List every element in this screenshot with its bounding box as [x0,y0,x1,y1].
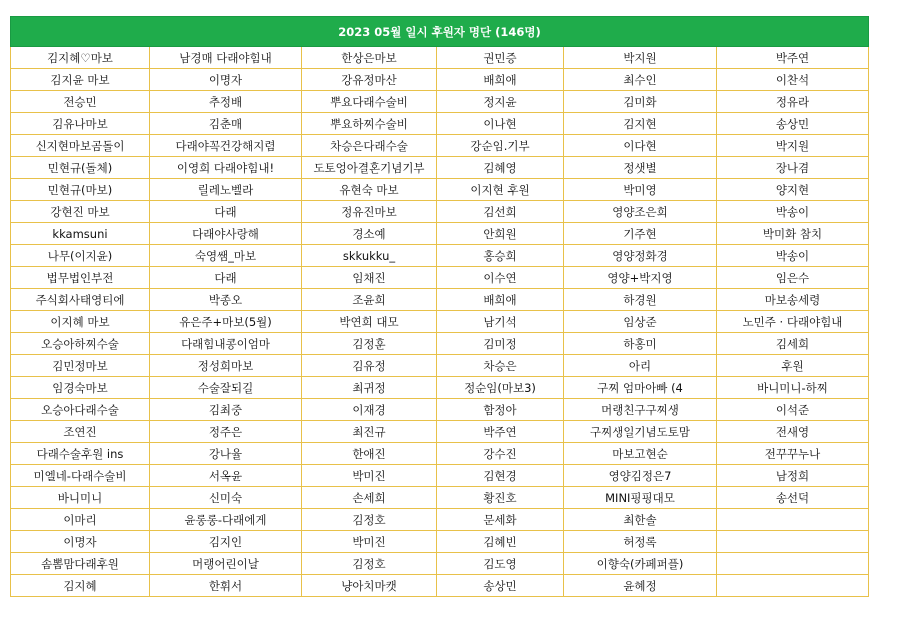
donor-cell[interactable]: 김춘매 [150,113,302,135]
donor-cell[interactable]: 마보송세령 [717,289,869,311]
donor-cell[interactable]: 후원 [717,355,869,377]
donor-cell[interactable]: 박종오 [150,289,302,311]
donor-cell[interactable]: 이석준 [717,399,869,421]
donor-cell[interactable]: 손세희 [302,487,437,509]
donor-cell[interactable]: 구찌생일기념도토맘 [564,421,717,443]
table-row [11,201,869,223]
donor-cell[interactable]: 다래야꼭건강해지렴 [150,135,302,157]
donor-cell[interactable]: 바니미니-하찌 [717,377,869,399]
table-row [11,47,869,69]
donor-cell[interactable]: 강현진 마보 [11,201,150,223]
donor-cell[interactable]: 숙영쌤_마보 [150,245,302,267]
donor-cell[interactable]: 이영희 다래야힘내! [150,157,302,179]
donor-cell[interactable]: 이나현 [437,113,564,135]
donor-cell[interactable]: 유현숙 마보 [302,179,437,201]
donor-cell[interactable]: 김지혜 [11,575,150,597]
donor-cell[interactable]: 오승아다래수술 [11,399,150,421]
donor-cell[interactable]: 배희애 [437,69,564,91]
donor-cell[interactable]: 강순임.기부 [437,135,564,157]
donor-cell[interactable]: 노민주 · 다래야힘내 [717,311,869,333]
donor-cell[interactable]: MINI핑핑대모 [564,487,717,509]
donor-cell[interactable]: 추정배 [150,91,302,113]
table-row [11,355,869,377]
donor-cell[interactable]: 김정훈 [302,333,437,355]
donor-cell[interactable]: 윤혜정 [564,575,717,597]
donor-cell[interactable]: 하경원 [564,289,717,311]
donor-cell[interactable]: 차승은 [437,355,564,377]
donor-cell[interactable]: 뿌요다래수술비 [302,91,437,113]
donor-cell[interactable]: 주식회사태영티에 [11,289,150,311]
donor-cell[interactable]: 김현경 [437,465,564,487]
donor-cell[interactable]: 김혜빈 [437,531,564,553]
donor-cell[interactable]: 정지윤 [437,91,564,113]
donor-cell[interactable]: 구찌 엄마아빠 (4 [564,377,717,399]
donor-cell[interactable]: 이찬석 [717,69,869,91]
table-row [11,179,869,201]
title-row [11,17,869,47]
donor-cell[interactable]: 다래 [150,267,302,289]
table-row [11,289,869,311]
donor-cell[interactable]: 강수진 [437,443,564,465]
donor-cell[interactable]: 경소예 [302,223,437,245]
donor-cell[interactable]: 정성희마보 [150,355,302,377]
donor-cell[interactable]: 이명자 [150,69,302,91]
donor-cell[interactable]: 송상민 [437,575,564,597]
donor-cell[interactable]: 박주연 [717,47,869,69]
table-row [11,399,869,421]
donor-cell[interactable]: 송상민 [717,113,869,135]
donor-cell[interactable]: 최진규 [302,421,437,443]
donor-cell[interactable]: 정유라 [717,91,869,113]
donor-cell[interactable]: 조윤희 [302,289,437,311]
donor-cell[interactable]: 김도영 [437,553,564,575]
donor-cell[interactable]: 머랭친구구찌생 [564,399,717,421]
table-row [11,377,869,399]
donor-cell[interactable]: 박송이 [717,245,869,267]
table-row [11,465,869,487]
donor-cell[interactable]: 김지윤 마보 [11,69,150,91]
donor-cell[interactable]: 김미정 [437,333,564,355]
donor-cell[interactable]: 한상은마보 [302,47,437,69]
donor-cell[interactable]: 박지원 [717,135,869,157]
donor-cell[interactable]: 신지현마보곰돌이 [11,135,150,157]
donor-cell[interactable]: 김미화 [564,91,717,113]
donor-table [10,16,869,597]
donor-cell[interactable]: 이마리 [11,509,150,531]
donor-rows [11,47,869,597]
donor-cell[interactable]: 김정호 [302,553,437,575]
donor-cell[interactable]: 송선덕 [717,487,869,509]
donor-cell[interactable]: 홍승희 [437,245,564,267]
donor-cell[interactable]: 서옥윤 [150,465,302,487]
donor-cell[interactable]: 다래수술후원 ins [11,443,150,465]
donor-cell[interactable]: 전새영 [717,421,869,443]
donor-cell[interactable]: 수술잘되길 [150,377,302,399]
donor-cell[interactable]: 이수연 [437,267,564,289]
table-row [11,135,869,157]
donor-cell[interactable]: 영양정화경 [564,245,717,267]
donor-cell[interactable]: 나무(이지윤) [11,245,150,267]
donor-cell[interactable]: 한애진 [302,443,437,465]
donor-cell[interactable]: 기주현 [564,223,717,245]
donor-cell[interactable]: 남정희 [717,465,869,487]
donor-cell[interactable]: 장나겸 [717,157,869,179]
table-row [11,531,869,553]
table-row [11,443,869,465]
donor-cell[interactable]: 솜뽐맘다래후원 [11,553,150,575]
donor-cell[interactable]: 전승민 [11,91,150,113]
donor-cell[interactable]: 박지원 [564,47,717,69]
donor-cell[interactable]: 김유나마보 [11,113,150,135]
donor-cell[interactable]: 릴레노벨라 [150,179,302,201]
table-row [11,553,869,575]
donor-cell[interactable]: 최수인 [564,69,717,91]
table-row [11,487,869,509]
donor-cell[interactable]: 김세희 [717,333,869,355]
donor-cell[interactable]: 박미진 [302,465,437,487]
donor-list-sheet [10,16,868,597]
donor-cell[interactable] [717,509,869,531]
donor-cell[interactable] [717,553,869,575]
donor-cell[interactable]: 김최중 [150,399,302,421]
donor-cell[interactable]: 박연희 대모 [302,311,437,333]
donor-cell[interactable]: 머랭어린이날 [150,553,302,575]
donor-cell[interactable]: 이향숙(카페퍼플) [564,553,717,575]
donor-cell[interactable]: 정샛별 [564,157,717,179]
donor-cell[interactable]: 하홍미 [564,333,717,355]
donor-cell[interactable]: 도토엉아결혼기념기부 [302,157,437,179]
donor-cell[interactable]: 김지인 [150,531,302,553]
donor-cell[interactable]: 이지현 후원 [437,179,564,201]
donor-cell[interactable]: 임채진 [302,267,437,289]
table-row [11,421,869,443]
donor-cell[interactable]: 정순임(마보3) [437,377,564,399]
donor-cell[interactable]: 영양김정은7 [564,465,717,487]
donor-cell[interactable]: 김유정 [302,355,437,377]
donor-cell[interactable]: 박미진 [302,531,437,553]
donor-cell[interactable]: 윤롱롱-다래에게 [150,509,302,531]
donor-cell[interactable] [717,531,869,553]
donor-cell[interactable]: 유은주+마보(5월) [150,311,302,333]
donor-cell[interactable]: 함정아 [437,399,564,421]
table-row [11,223,869,245]
table-row [11,575,869,597]
donor-cell[interactable]: 임은수 [717,267,869,289]
donor-cell[interactable]: 박송이 [717,201,869,223]
donor-cell[interactable]: 황진호 [437,487,564,509]
donor-cell[interactable]: 강나율 [150,443,302,465]
donor-cell[interactable]: 미엘네-다래수술비 [11,465,150,487]
table-row [11,245,869,267]
donor-cell[interactable]: 김정호 [302,509,437,531]
donor-cell[interactable]: 안희원 [437,223,564,245]
donor-cell[interactable]: 남기석 [437,311,564,333]
donor-cell[interactable]: 이재경 [302,399,437,421]
donor-cell[interactable]: 마보고현순 [564,443,717,465]
donor-cell[interactable]: 임경숙마보 [11,377,150,399]
donor-cell[interactable]: 권민증 [437,47,564,69]
donor-cell[interactable]: 양지현 [717,179,869,201]
donor-cell[interactable]: 이지혜 마보 [11,311,150,333]
donor-cell[interactable]: 신미숙 [150,487,302,509]
table-row [11,157,869,179]
donor-cell[interactable]: kkamsuni [11,223,150,245]
donor-cell[interactable]: 박주연 [437,421,564,443]
donor-cell[interactable]: 냥아치마캣 [302,575,437,597]
table-row [11,69,869,91]
donor-cell[interactable]: 영양+박지영 [564,267,717,289]
table-row [11,333,869,355]
donor-cell[interactable]: 김지혜♡마보 [11,47,150,69]
donor-cell[interactable]: 김혜영 [437,157,564,179]
donor-cell[interactable]: 바니미니 [11,487,150,509]
donor-cell[interactable]: 이명자 [11,531,150,553]
donor-cell[interactable]: 오승아하찌수술 [11,333,150,355]
donor-cell[interactable]: 이다현 [564,135,717,157]
table-row [11,509,869,531]
donor-cell[interactable]: 아리 [564,355,717,377]
donor-cell[interactable]: 다래힘내콩이엄마 [150,333,302,355]
donor-cell[interactable]: 문세화 [437,509,564,531]
donor-cell[interactable]: skkukku_ [302,245,437,267]
donor-cell[interactable]: 김지현 [564,113,717,135]
donor-cell[interactable]: 강유정마산 [302,69,437,91]
donor-cell[interactable]: 허정록 [564,531,717,553]
donor-cell[interactable]: 차승은다래수술 [302,135,437,157]
donor-cell[interactable]: 다래야사랑해 [150,223,302,245]
donor-cell[interactable]: 전꾸꾸누나 [717,443,869,465]
sheet-title: 2023 05월 일시 후원자 명단 (146명) [11,17,869,47]
table-row [11,267,869,289]
donor-cell[interactable]: 조연진 [11,421,150,443]
donor-cell[interactable]: 최귀정 [302,377,437,399]
donor-cell[interactable]: 남경매 다래야힘내 [150,47,302,69]
donor-cell[interactable]: 민현규(돌체) [11,157,150,179]
donor-cell[interactable]: 박미화 참치 [717,223,869,245]
donor-cell[interactable]: 김민정마보 [11,355,150,377]
donor-cell[interactable]: 뿌요하찌수술비 [302,113,437,135]
donor-cell[interactable]: 배희애 [437,289,564,311]
donor-cell[interactable]: 민현규(마보) [11,179,150,201]
donor-cell[interactable]: 임상준 [564,311,717,333]
table-row [11,91,869,113]
donor-cell[interactable]: 법무법인부전 [11,267,150,289]
donor-cell[interactable]: 다래 [150,201,302,223]
donor-cell[interactable]: 박미영 [564,179,717,201]
donor-cell[interactable]: 김선희 [437,201,564,223]
donor-cell[interactable]: 최한솔 [564,509,717,531]
donor-cell[interactable]: 정유진마보 [302,201,437,223]
donor-cell[interactable]: 영양조은희 [564,201,717,223]
donor-cell[interactable]: 한휘서 [150,575,302,597]
table-row [11,113,869,135]
donor-cell[interactable] [717,575,869,597]
donor-cell[interactable]: 정주은 [150,421,302,443]
table-row [11,311,869,333]
